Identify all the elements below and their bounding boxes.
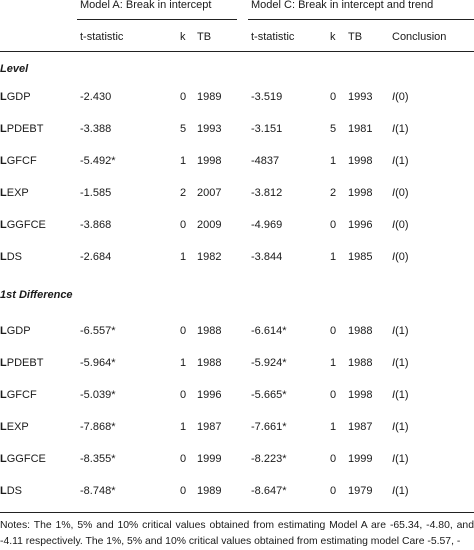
conclusion-cell: [392, 187, 409, 199]
tstat-a-cell: -8.748*: [80, 485, 116, 497]
tb-a-cell: 1987: [197, 421, 222, 433]
k-a-cell: 0: [180, 453, 187, 465]
integration-order: (1): [395, 357, 409, 369]
tb-a-cell: 1998: [197, 155, 222, 167]
tb-c-cell: 1996: [348, 219, 373, 231]
table-bottom-rule: [0, 512, 474, 513]
variable-name: [0, 421, 29, 433]
variable-name: [0, 91, 31, 103]
integration-symbol: I: [392, 357, 396, 369]
integration-order: (1): [395, 155, 409, 167]
integration-symbol: I: [392, 187, 396, 199]
tstat-c-cell: -3.151: [251, 123, 283, 135]
conclusion-cell: [392, 251, 409, 263]
tstat-a-cell: -5.492*: [80, 155, 116, 167]
col-header-conclusion: Conclusion: [392, 31, 447, 43]
variable-prefix: L: [0, 421, 7, 433]
variable-prefix: L: [0, 155, 7, 167]
tstat-c-cell: -4.969: [251, 219, 283, 231]
integration-symbol: I: [392, 453, 396, 465]
k-a-cell: 0: [180, 325, 187, 337]
tb-c-cell: 1979: [348, 485, 373, 497]
tstat-a-cell: -1.585: [80, 187, 112, 199]
tstat-c-cell: -8.647*: [251, 485, 287, 497]
tstat-c-cell: -3.844: [251, 251, 283, 263]
variable-prefix: L: [0, 123, 7, 135]
integration-symbol: I: [392, 251, 396, 263]
tb-a-cell: 2009: [197, 219, 222, 231]
conclusion-cell: [392, 91, 409, 103]
integration-symbol: I: [392, 155, 396, 167]
tb-a-cell: 1989: [197, 485, 222, 497]
tb-a-cell: 1993: [197, 123, 222, 135]
col-header-k-c: k: [330, 31, 336, 43]
conclusion-cell: [392, 453, 409, 465]
conclusion-cell: [392, 485, 409, 497]
integration-order: (0): [395, 219, 409, 231]
tb-c-cell: 1985: [348, 251, 373, 263]
k-a-cell: 5: [180, 123, 187, 135]
k-c-cell: 0: [330, 91, 337, 103]
conclusion-cell: [392, 155, 409, 167]
variable-suffix: DS: [6, 251, 23, 263]
k-c-cell: 1: [330, 357, 337, 369]
tstat-a-cell: -7.868*: [80, 421, 116, 433]
k-a-cell: 2: [180, 187, 187, 199]
variable-suffix: GFCF: [6, 389, 37, 401]
variable-suffix: EXP: [6, 187, 29, 199]
tb-c-cell: 1981: [348, 123, 373, 135]
tstat-c-cell: -7.661*: [251, 421, 287, 433]
variable-name: [0, 219, 46, 231]
tb-c-cell: 1998: [348, 187, 373, 199]
k-c-cell: 0: [330, 485, 337, 497]
tb-a-cell: 1996: [197, 389, 222, 401]
k-a-cell: 1: [180, 155, 187, 167]
tstat-a-cell: -3.388: [80, 123, 112, 135]
variable-suffix: GGFCE: [6, 453, 46, 465]
tstat-c-cell: -4837: [251, 155, 280, 167]
k-a-cell: 0: [180, 485, 187, 497]
k-c-cell: 1: [330, 251, 337, 263]
conclusion-cell: [392, 123, 409, 135]
col-header-tstat-a: t-statistic: [80, 31, 124, 43]
tb-c-cell: 1998: [348, 389, 373, 401]
k-c-cell: 5: [330, 123, 337, 135]
tstat-a-cell: -8.355*: [80, 453, 116, 465]
integration-symbol: I: [392, 389, 396, 401]
conclusion-cell: [392, 219, 409, 231]
col-header-tb-c: TB: [348, 31, 363, 43]
model-a-header: Model A: Break in intercept: [80, 0, 212, 11]
variable-suffix: PDEBT: [6, 123, 44, 135]
model-a-rule: [77, 19, 237, 20]
tb-a-cell: 1982: [197, 251, 222, 263]
tstat-a-cell: -6.557*: [80, 325, 116, 337]
integration-order: (1): [395, 389, 409, 401]
header-bottom-rule: [0, 51, 474, 52]
integration-order: (0): [395, 251, 409, 263]
variable-suffix: PDEBT: [6, 357, 44, 369]
tstat-c-cell: -5.665*: [251, 389, 287, 401]
integration-order: (1): [395, 123, 409, 135]
tb-c-cell: 1988: [348, 325, 373, 337]
integration-symbol: I: [392, 123, 396, 135]
tb-c-cell: 1988: [348, 357, 373, 369]
k-a-cell: 0: [180, 219, 187, 231]
variable-prefix: L: [0, 357, 7, 369]
k-c-cell: 0: [330, 219, 337, 231]
table-notes: Notes: The 1%, 5% and 10% critical values obtained from estimating Model A are -65.34, -4.80, and -4.11 respectively. The 1%, 5% and 10% critical values obtained from estimating model Care -5.57, -: [0, 520, 474, 547]
tstat-a-cell: -5.039*: [80, 389, 116, 401]
variable-suffix: GFCF: [6, 155, 37, 167]
conclusion-cell: [392, 357, 409, 369]
variable-name: [0, 389, 37, 401]
tb-c-cell: 1987: [348, 421, 373, 433]
k-a-cell: 1: [180, 357, 187, 369]
section-title: Level: [0, 63, 29, 75]
k-a-cell: 1: [180, 251, 187, 263]
integration-symbol: I: [392, 485, 396, 497]
variable-name: [0, 123, 43, 135]
variable-name: [0, 453, 46, 465]
variable-name: [0, 251, 22, 263]
k-a-cell: 0: [180, 389, 187, 401]
k-c-cell: 1: [330, 155, 337, 167]
tstat-a-cell: -2.684: [80, 251, 112, 263]
integration-order: (1): [395, 421, 409, 433]
tb-a-cell: 1989: [197, 91, 222, 103]
variable-prefix: L: [0, 453, 7, 465]
variable-prefix: L: [0, 251, 7, 263]
variable-suffix: GDP: [6, 91, 31, 103]
tb-a-cell: 1988: [197, 325, 222, 337]
tstat-c-cell: -8.223*: [251, 453, 287, 465]
k-c-cell: 0: [330, 453, 337, 465]
col-header-tb-a: TB: [197, 31, 212, 43]
col-header-tstat-c: t-statistic: [251, 31, 295, 43]
variable-name: [0, 187, 29, 199]
section-title: 1st Difference: [0, 289, 73, 301]
tstat-c-cell: -5.924*: [251, 357, 287, 369]
tstat-c-cell: -3.519: [251, 91, 283, 103]
integration-order: (0): [395, 187, 409, 199]
k-c-cell: 2: [330, 187, 337, 199]
conclusion-cell: [392, 389, 409, 401]
col-header-k-a: k: [180, 31, 186, 43]
tb-c-cell: 1998: [348, 155, 373, 167]
integration-order: (1): [395, 325, 409, 337]
variable-name: [0, 357, 43, 369]
integration-order: (0): [395, 91, 409, 103]
variable-suffix: GDP: [6, 325, 31, 337]
variable-name: [0, 485, 22, 497]
tb-a-cell: 2007: [197, 187, 222, 199]
variable-prefix: L: [0, 219, 7, 231]
variable-prefix: L: [0, 485, 7, 497]
integration-symbol: I: [392, 421, 396, 433]
k-a-cell: 0: [180, 91, 187, 103]
variable-suffix: EXP: [6, 421, 29, 433]
variable-prefix: L: [0, 325, 7, 337]
tstat-c-cell: -3.812: [251, 187, 283, 199]
variable-prefix: L: [0, 187, 7, 199]
k-c-cell: 1: [330, 421, 337, 433]
tb-c-cell: 1999: [348, 453, 373, 465]
variable-suffix: DS: [6, 485, 23, 497]
tb-a-cell: 1988: [197, 357, 222, 369]
conclusion-cell: [392, 325, 409, 337]
model-c-rule: [248, 19, 474, 20]
integration-symbol: I: [392, 219, 396, 231]
tstat-a-cell: -5.964*: [80, 357, 116, 369]
k-c-cell: 0: [330, 325, 337, 337]
model-c-header: Model C: Break in intercept and trend: [251, 0, 434, 11]
k-a-cell: 1: [180, 421, 187, 433]
variable-prefix: L: [0, 91, 7, 103]
tstat-c-cell: -6.614*: [251, 325, 287, 337]
variable-prefix: L: [0, 389, 7, 401]
tb-a-cell: 1999: [197, 453, 222, 465]
variable-name: [0, 325, 31, 337]
tb-c-cell: 1993: [348, 91, 373, 103]
tstat-a-cell: -3.868: [80, 219, 112, 231]
conclusion-cell: [392, 421, 409, 433]
integration-symbol: I: [392, 325, 396, 337]
k-c-cell: 0: [330, 389, 337, 401]
integration-order: (1): [395, 485, 409, 497]
integration-symbol: I: [392, 91, 396, 103]
integration-order: (1): [395, 453, 409, 465]
tstat-a-cell: -2.430: [80, 91, 112, 103]
variable-suffix: GGFCE: [6, 219, 46, 231]
variable-name: [0, 155, 37, 167]
